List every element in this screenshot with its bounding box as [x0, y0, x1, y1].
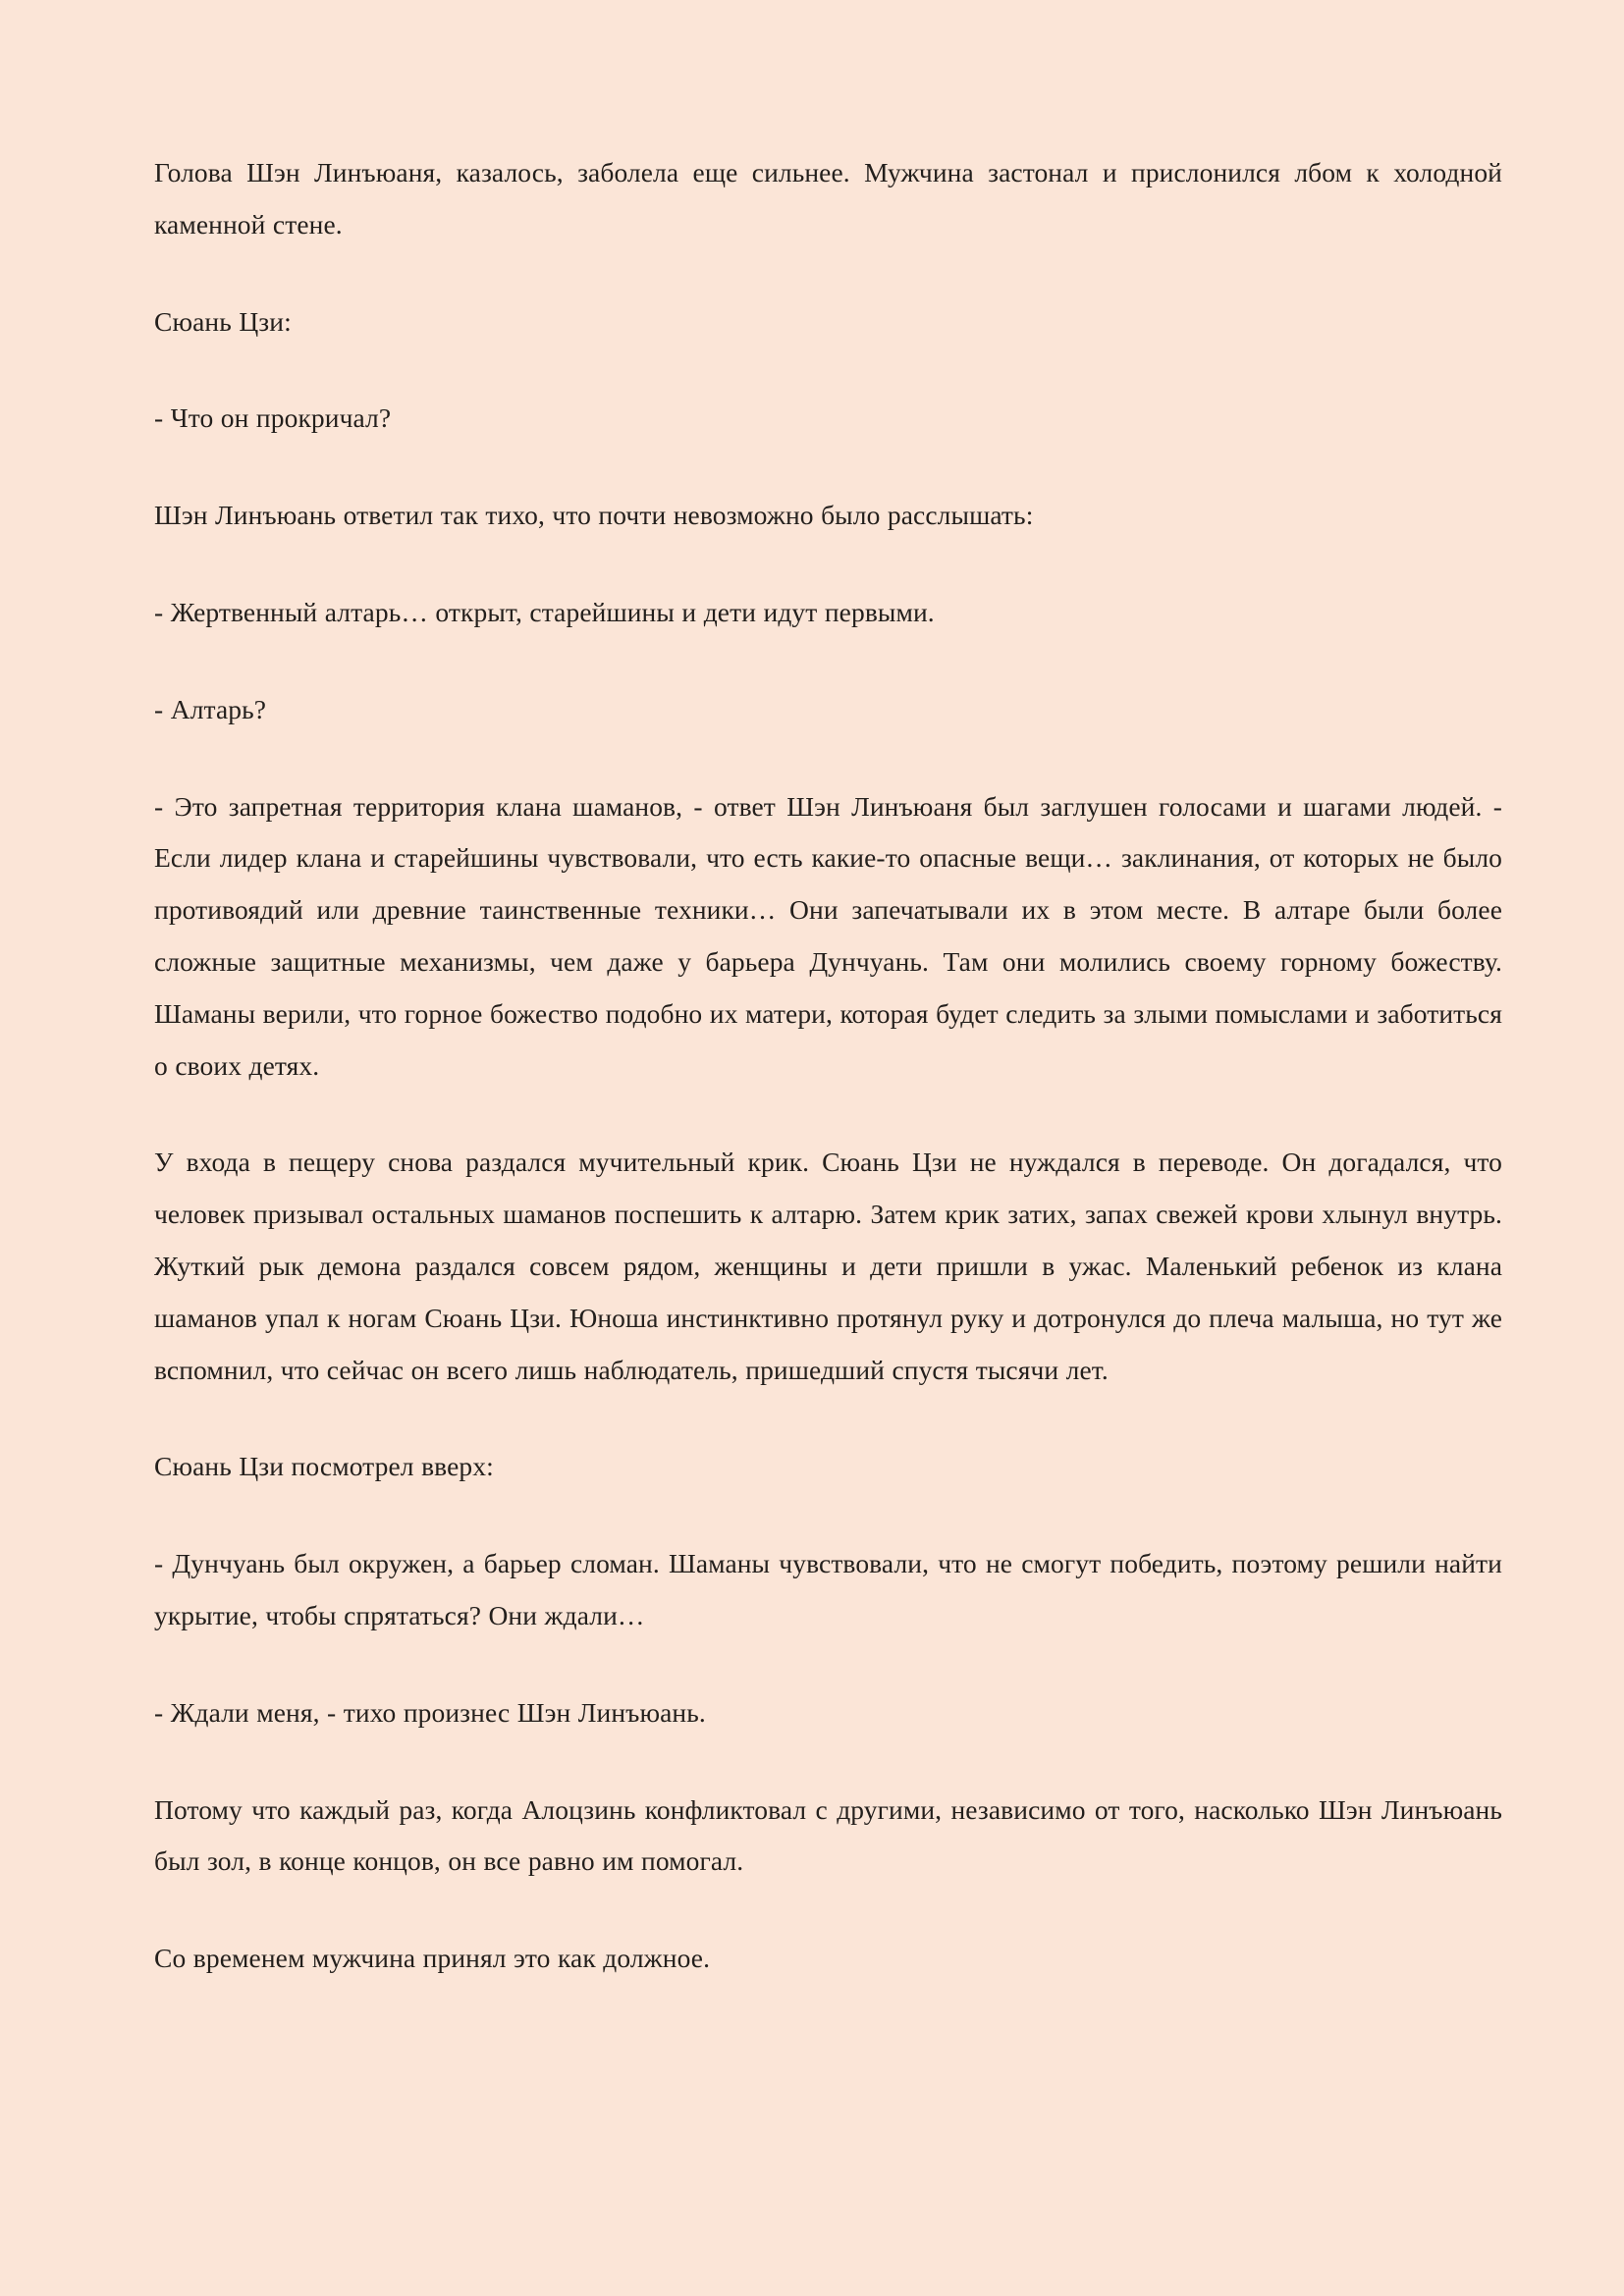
paragraph-10: - Дунчуань был окружен, а барьер сломан. Шаманы чувствовали, что не смогут победить, поэтому решили найти укрытие, чтобы спрятаться? Они ждали… — [154, 1548, 1502, 1630]
paragraph-7: - Это запретная территория клана шаманов, - ответ Шэн Линъюаня был заглушен голосами и шагами людей. - Если лидер клана и старейшины чувствовали, что есть какие-то опасные вещи… заклинания, от которых не было противоядий или древние таинственные техники… Они запечатывали их в этом месте. В алтаре были более сложные защитные механизмы, чем даже у барьера Дунчуань. Там они молились своему горному божеству. Шаманы верили, что горное божество подобно их матери, которая будет следить за злыми помыслами и заботиться о своих детях. — [154, 790, 1502, 1081]
text-column — [154, 147, 1502, 1985]
paragraph-5: - Жертвенный алтарь… открыт, старейшины и дети идут первыми. — [154, 596, 935, 627]
paragraph-13: Со временем мужчина принял это как должное. — [154, 1943, 711, 1974]
paragraph-8: У входа в пещеру снова раздался мучительный крик. Сюань Цзи не нуждался в переводе. Он догадался, что человек призывал остальных шаманов поспешить к алтарю. Затем крик затих, запах свежей крови хлынул внутрь. Жуткий рык демона раздался совсем рядом, женщины и дети пришли в ужас. Маленький ребенок из клана шаманов упал к ногам Сюань Цзи. Юноша инстинктивно протянул руку и дотронулся до плеча малыша, но тут же вспомнил, что сейчас он всего лишь наблюдатель, пришедший спустя тысячи лет. — [154, 1147, 1502, 1385]
paragraph-6: - Алтарь? — [154, 693, 267, 724]
paragraph-4: Шэн Линъюань ответил так тихо, что почти невозможно было расслышать: — [154, 500, 1034, 531]
paragraph-3: - Что он прокричал? — [154, 402, 392, 434]
paragraph-1: Голова Шэн Линъюаня, казалось, заболела еще сильнее. Мужчина застонал и прислонился лбом к холодной каменной стене. — [154, 157, 1502, 240]
paragraph-2: Сюань Цзи: — [154, 305, 292, 337]
paragraph-11: - Ждали меня, - тихо произнес Шэн Линъюань. — [154, 1696, 706, 1728]
paragraph-9: Сюань Цзи посмотрел вверх: — [154, 1451, 494, 1482]
paragraph-12: Потому что каждый раз, когда Алоцзинь конфликтовал с другими, независимо от того, насколько Шэн Линъюань был зол, в конце концов, он все равно им помогал. — [154, 1793, 1502, 1877]
